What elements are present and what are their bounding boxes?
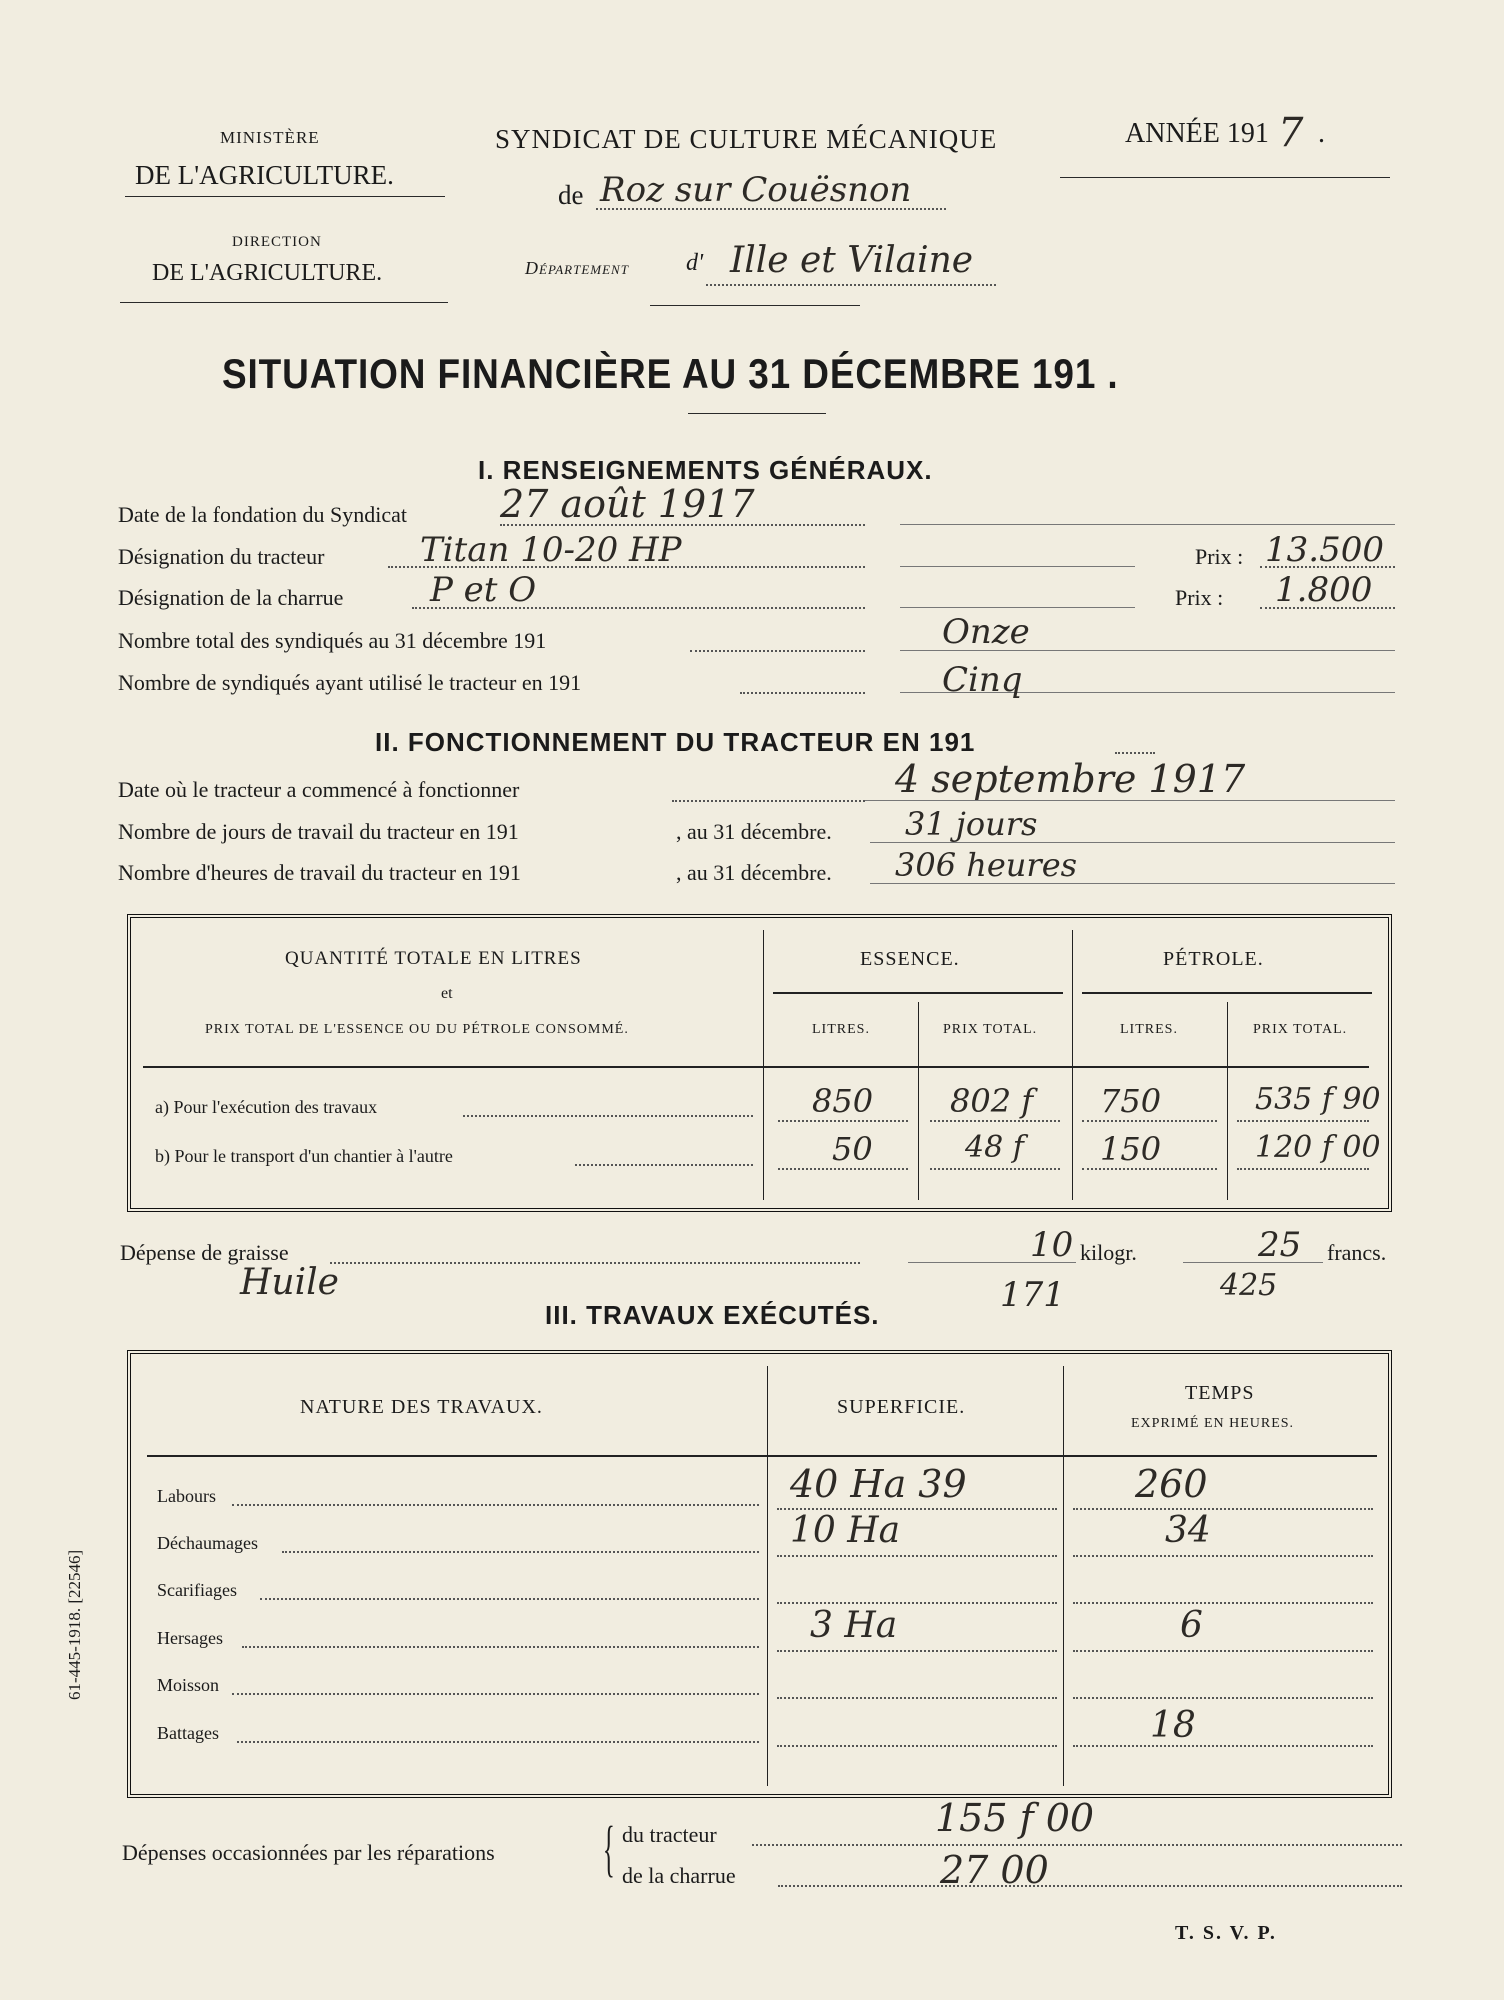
fuel-row-b-line <box>575 1164 753 1166</box>
graisse-label: Dépense de graisse <box>120 1240 289 1265</box>
travaux-table-divider-1 <box>767 1366 768 1786</box>
syndicat-de: de <box>558 180 584 210</box>
section2-heading: II. FONCTIONNEMENT DU TRACTEUR EN 191 <box>375 727 976 757</box>
travaux-row-labours-line <box>232 1504 759 1506</box>
fuel-row-b-ess-l-line <box>778 1168 908 1170</box>
departement-line <box>706 284 996 286</box>
fuel-row-a-pet-l: 750 <box>1100 1082 1162 1120</box>
fuel-row-a-ess-p: 802 f <box>950 1082 1034 1120</box>
fuel-table-header-rule <box>143 1066 1369 1068</box>
ministere-agriculture: DE L'AGRICULTURE. <box>135 160 394 190</box>
syndicat-title: SYNDICAT DE CULTURE MÉCANIQUE <box>495 124 998 154</box>
travaux-row-hersages-tmp-line <box>1073 1650 1373 1652</box>
heures-suffix: , au 31 décembre. <box>676 860 832 885</box>
tracteur-label: Désignation du tracteur <box>118 544 325 569</box>
tracteur-prix: 13.500 <box>1265 530 1384 570</box>
fuel-row-a-ess-p-line <box>930 1120 1060 1122</box>
graisse-kg-unit: kilogr. <box>1080 1240 1137 1265</box>
charrue-label: Désignation de la charrue <box>118 585 344 610</box>
main-title-underline <box>688 413 826 414</box>
travaux-row-scarifiages-tmp-line <box>1073 1602 1373 1604</box>
tsvp-label: T. S. V. P. <box>1175 1922 1277 1944</box>
reparations-charrue-line <box>778 1885 1402 1887</box>
tracteur-prix-label: Prix : <box>1195 544 1244 569</box>
fuel-row-b-pet-l: 150 <box>1100 1130 1162 1168</box>
charrue-prix-label: Prix : <box>1175 585 1224 610</box>
reparations-charrue-label: de la charrue <box>622 1863 736 1888</box>
essence-prix-header: PRIX TOTAL. <box>943 1022 1038 1037</box>
annee-label: ANNÉE 191 <box>1125 118 1269 149</box>
travaux-row-moisson-label: Moisson <box>157 1675 220 1695</box>
fuel-row-b-ess-p: 48 f <box>965 1130 1024 1165</box>
date-fonction-value: 4 septembre 1917 <box>895 757 1246 801</box>
tracteur-line-right <box>900 566 1135 567</box>
reparations-charrue-value: 27 00 <box>940 1848 1049 1892</box>
fuel-table-divider-4 <box>1227 1002 1228 1200</box>
col-temps-sub: EXPRIMÉ EN HEURES. <box>1131 1416 1295 1431</box>
jours-value: 31 jours <box>905 805 1038 843</box>
fuel-title-3: PRIX TOTAL DE L'ESSENCE OU DU PÉTROLE CONSOMMÉ. <box>205 1022 629 1037</box>
travaux-row-hersages-label: Hersages <box>157 1628 223 1648</box>
fondation-line-right <box>900 524 1395 525</box>
travaux-row-scarifiages-line <box>260 1598 759 1600</box>
graisse-fr-unit: francs. <box>1327 1240 1387 1265</box>
travaux-row-labours-label: Labours <box>157 1486 216 1506</box>
graisse-kg-line <box>908 1262 1076 1263</box>
annee-digit: 7 <box>1278 110 1304 156</box>
fuel-row-b-pet-l-line <box>1082 1168 1217 1170</box>
travaux-row-dechaumages-label: Déchaumages <box>157 1533 258 1553</box>
section2-heading-line <box>1115 752 1155 754</box>
travaux-row-battages-label: Battages <box>157 1723 219 1743</box>
col-superficie: SUPERFICIE. <box>837 1396 966 1418</box>
direction-agriculture: DE L'AGRICULTURE. <box>152 260 383 286</box>
direction-underline <box>120 302 448 303</box>
utilise-label: Nombre de syndiqués ayant utilisé le tracteur en 191 <box>118 670 582 695</box>
departement-value: Ille et Vilaine <box>730 240 974 281</box>
travaux-row-labours-temps: 260 <box>1135 1462 1208 1506</box>
side-print-code: 61-445-1918. [22546] <box>65 1549 84 1700</box>
fuel-row-b-ess-l: 50 <box>832 1130 873 1168</box>
jours-suffix: , au 31 décembre. <box>676 819 832 844</box>
fuel-row-a-ess-l: 850 <box>812 1082 874 1120</box>
essence-litres-header: LITRES. <box>812 1022 870 1037</box>
huile-kg: 171 <box>1000 1275 1065 1315</box>
fuel-row-b-pet-p-line <box>1237 1168 1369 1170</box>
reparations-tracteur-line <box>752 1844 1402 1846</box>
date-fonction-label: Date où le tracteur a commencé à fonctionner <box>118 777 520 802</box>
fuel-row-a-line <box>463 1115 753 1117</box>
reparations-brace: { <box>602 1815 615 1883</box>
main-title: SITUATION FINANCIÈRE AU 31 DÉCEMBRE 191 . <box>222 350 1119 397</box>
graisse-line <box>330 1262 860 1264</box>
graisse-kg-value: 10 <box>1030 1225 1074 1265</box>
charrue-prix: 1.800 <box>1275 570 1373 610</box>
syndiques-value: Onze <box>942 612 1030 652</box>
huile-fr: 425 <box>1220 1268 1278 1303</box>
fuel-row-a-label: a) Pour l'exécution des travaux <box>155 1097 378 1117</box>
graisse-fr-value: 25 <box>1258 1225 1302 1265</box>
section3-heading: III. TRAVAUX EXÉCUTÉS. <box>545 1300 880 1330</box>
syndiques-line <box>690 650 865 652</box>
travaux-row-dechaumages-temps: 34 <box>1165 1510 1211 1551</box>
annee-dot: . <box>1318 118 1325 149</box>
travaux-row-dechaumages-superficie: 10 Ha <box>790 1510 901 1551</box>
syndiques-label: Nombre total des syndiqués au 31 décembre 191 <box>118 628 547 653</box>
travaux-row-hersages-line <box>242 1646 759 1648</box>
essence-rule <box>773 992 1063 994</box>
travaux-row-dechaumages-sup-line <box>777 1555 1057 1557</box>
fuel-row-b-pet-p: 120 f 00 <box>1255 1130 1381 1165</box>
header-ornament <box>650 305 860 306</box>
ministere-underline <box>125 196 445 197</box>
departement-label: Département <box>525 258 629 278</box>
heures-value: 306 heures <box>895 846 1078 884</box>
fuel-row-a-pet-p-line <box>1237 1120 1369 1122</box>
travaux-row-moisson-sup-line <box>777 1697 1057 1699</box>
fuel-table-divider-2 <box>1072 930 1073 1200</box>
graisse-fr-line <box>1183 1262 1323 1263</box>
fuel-row-a-pet-p: 535 f 90 <box>1255 1082 1381 1117</box>
fondation-value: 27 août 1917 <box>500 482 755 526</box>
travaux-row-hersages-sup-line <box>777 1650 1057 1652</box>
petrole-rule <box>1082 992 1372 994</box>
annee-underline <box>1060 177 1390 178</box>
date-fonction-line <box>672 800 865 802</box>
travaux-table-divider-2 <box>1063 1366 1064 1786</box>
section1-heading: I. RENSEIGNEMENTS GÉNÉRAUX. <box>478 455 933 485</box>
utilise-value: Cinq <box>942 660 1023 700</box>
departement-prefix: d' <box>686 250 704 276</box>
travaux-row-hersages-temps: 6 <box>1180 1605 1203 1646</box>
reparations-tracteur-label: du tracteur <box>622 1822 717 1847</box>
reparations-tracteur-value: 155 f 00 <box>935 1796 1095 1840</box>
travaux-row-dechaumages-tmp-line <box>1073 1555 1373 1557</box>
travaux-row-labours-superficie: 40 Ha 39 <box>790 1462 967 1506</box>
travaux-row-battages-tmp-line <box>1073 1745 1373 1747</box>
fondation-label: Date de la fondation du Syndicat <box>118 502 407 527</box>
direction-label: DIRECTION <box>232 234 322 250</box>
fuel-table-divider-3 <box>918 1002 919 1200</box>
petrole-litres-header: LITRES. <box>1120 1022 1178 1037</box>
tracteur-value: Titan 10-20 HP <box>420 530 682 570</box>
essence-header: ESSENCE. <box>860 948 960 970</box>
travaux-table-header-rule <box>147 1455 1377 1457</box>
fuel-row-a-pet-l-line <box>1082 1120 1217 1122</box>
jours-label: Nombre de jours de travail du tracteur en 191 <box>118 819 519 844</box>
petrole-prix-header: PRIX TOTAL. <box>1253 1022 1348 1037</box>
travaux-row-scarifiages-sup-line <box>777 1602 1057 1604</box>
travaux-row-moisson-tmp-line <box>1073 1697 1373 1699</box>
travaux-row-dechaumages-line <box>282 1551 759 1553</box>
charrue-line-right <box>900 607 1135 608</box>
travaux-row-labours-tmp-line <box>1073 1508 1373 1510</box>
travaux-row-battages-temps: 18 <box>1150 1705 1196 1746</box>
petrole-header: PÉTROLE. <box>1163 948 1264 970</box>
fuel-row-a-ess-l-line <box>778 1120 908 1122</box>
travaux-row-moisson-line <box>232 1693 759 1695</box>
travaux-row-hersages-superficie: 3 Ha <box>810 1605 898 1646</box>
col-nature: NATURE DES TRAVAUX. <box>300 1396 543 1418</box>
syndicat-place: Roz sur Couësnon <box>600 170 912 210</box>
fuel-title-1: QUANTITÉ TOTALE EN LITRES <box>285 948 582 969</box>
fuel-row-b-ess-p-line <box>930 1168 1060 1170</box>
travaux-row-battages-sup-line <box>777 1745 1057 1747</box>
fuel-title-2: et <box>441 985 453 1002</box>
travaux-row-battages-line <box>237 1741 759 1743</box>
fuel-row-b-label: b) Pour le transport d'un chantier à l'autre <box>155 1146 453 1166</box>
reparations-label: Dépenses occasionnées par les réparations <box>122 1840 495 1865</box>
fuel-table-divider-1 <box>763 930 764 1200</box>
charrue-value: P et O <box>430 570 537 610</box>
utilise-line <box>740 692 865 694</box>
huile-label: Huile <box>240 1262 339 1303</box>
ministere-label: MINISTÈRE <box>220 128 320 147</box>
travaux-row-scarifiages-label: Scarifiages <box>157 1580 237 1600</box>
syndicat-place-line <box>596 208 946 210</box>
col-temps: TEMPS <box>1185 1382 1255 1404</box>
heures-label: Nombre d'heures de travail du tracteur en 191 <box>118 860 521 885</box>
